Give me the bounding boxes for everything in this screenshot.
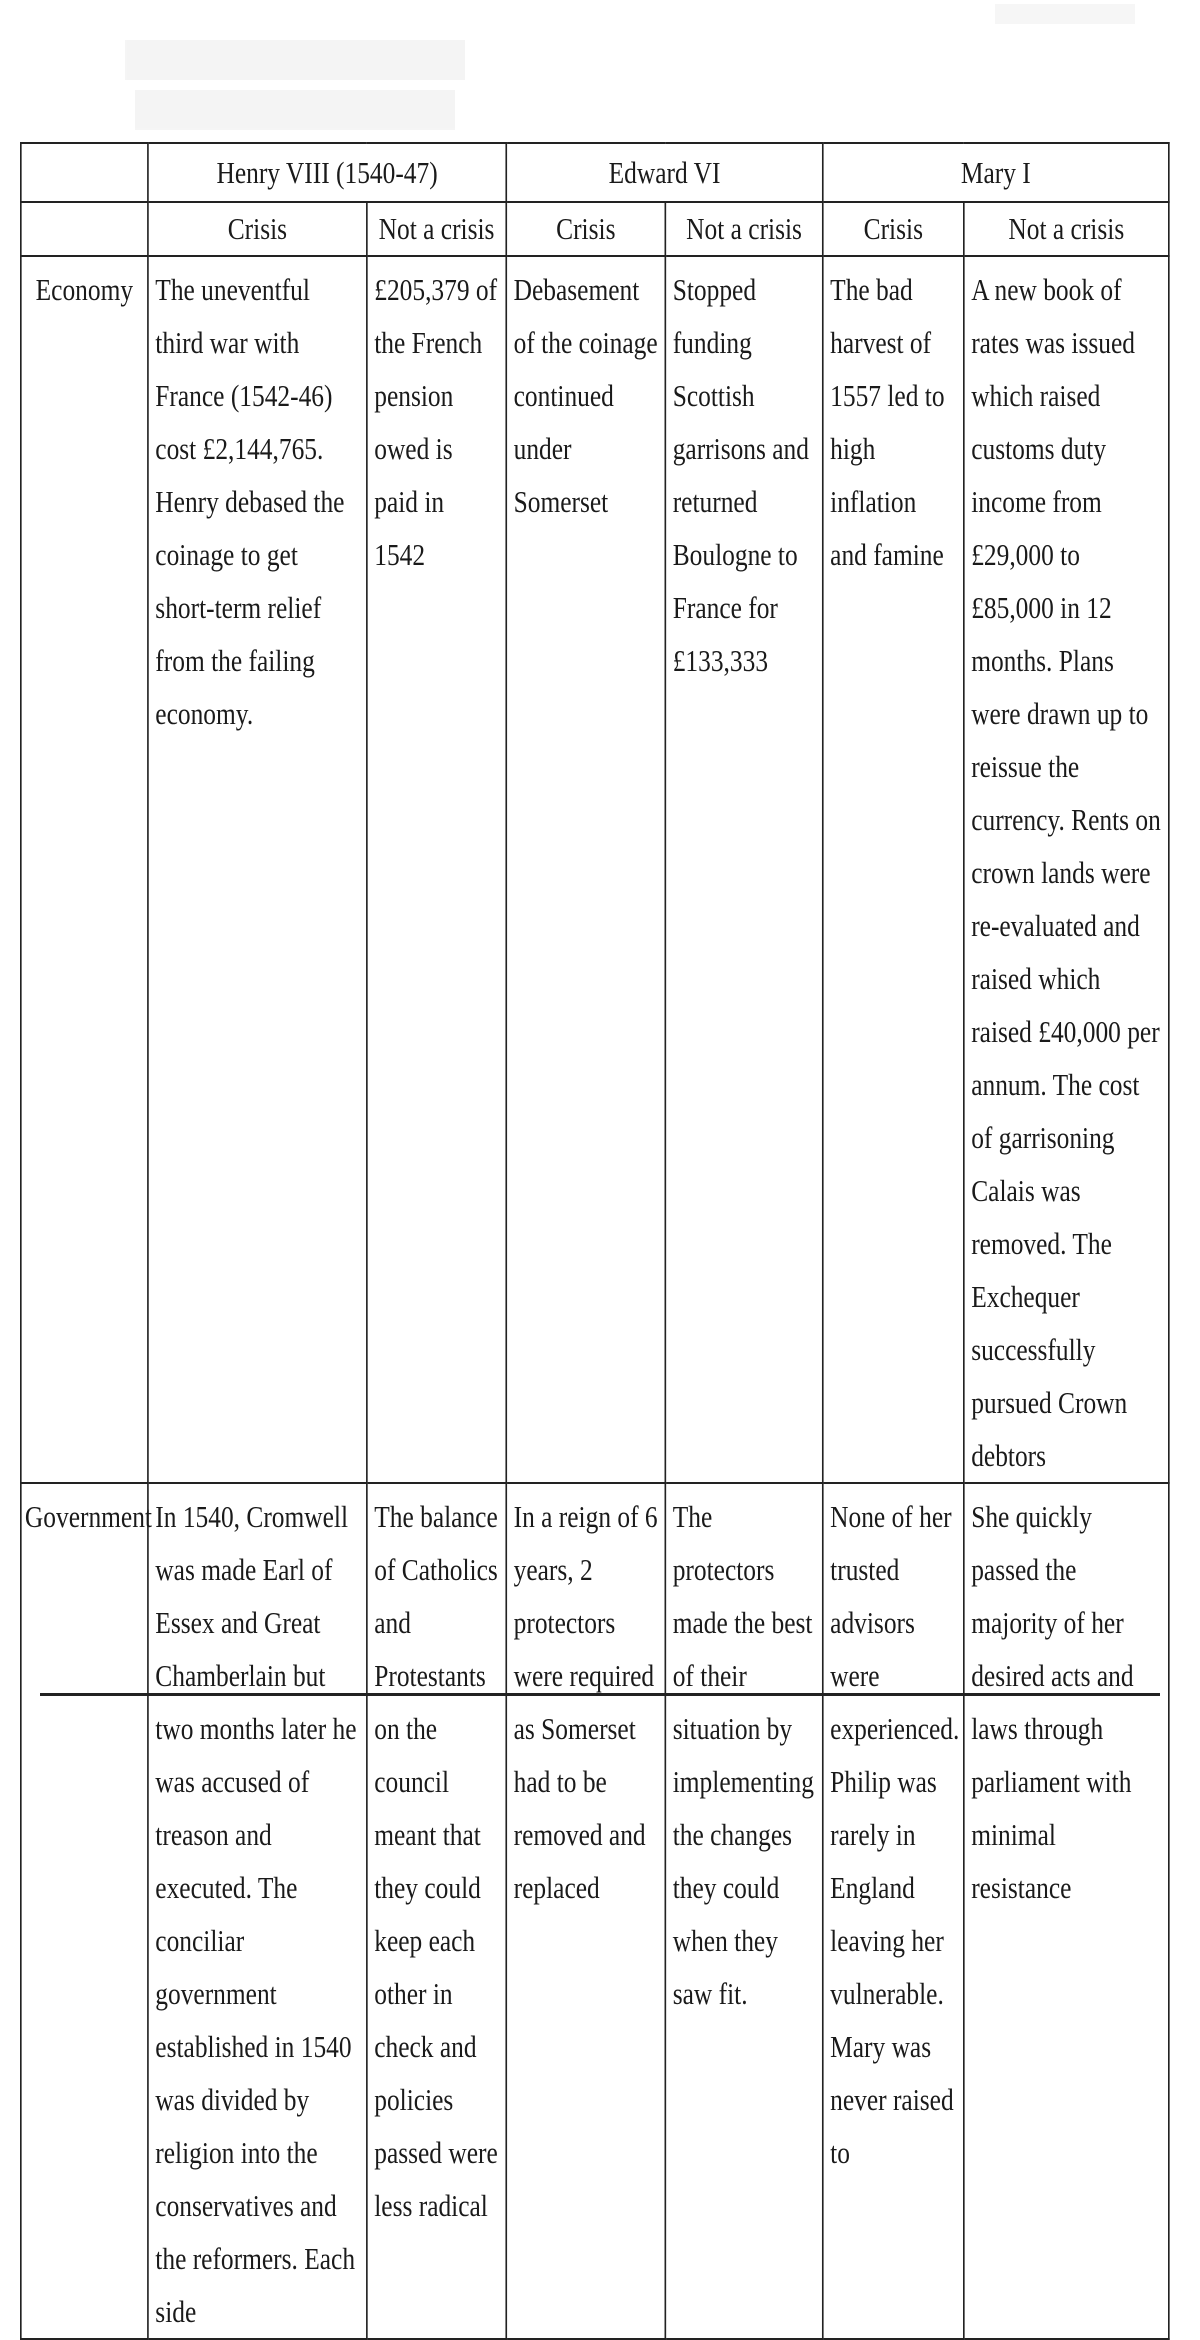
subheader-not-crisis: Not a crisis <box>367 202 506 256</box>
table-cell: Stopped funding Scottish garrisons and returned Boulogne to France for £133,333 <box>665 256 822 1483</box>
bottom-rule <box>40 1693 1160 1696</box>
row-label: Government <box>21 1483 148 2339</box>
table-cell: The bad harvest of 1557 led to high inflation and famine <box>823 256 964 1483</box>
subheader-row <box>21 202 1169 256</box>
corner-cell <box>21 143 148 202</box>
subheader-crisis: Crisis <box>148 202 367 256</box>
table-cell: The protectors made the best of their situation by implementing the changes they could when they saw fit. <box>665 1483 822 2339</box>
subheader-crisis: Crisis <box>506 202 665 256</box>
table-cell: A new book of rates was issued which raised customs duty income from £29,000 to £85,000 in 12 months. Plans were drawn up to reissue the currency. Rents on crown lands were re-evaluated and raised which raised £40,000 per annum. The cost of garrisoning Calais was removed. The Exchequer successfully pursued Crown debtors <box>964 256 1169 1483</box>
reign-header-row <box>21 143 1169 202</box>
comparison-table <box>20 142 1170 2340</box>
table-cell: In 1540, Cromwell was made Earl of Essex and Great Chamberlain but two months later he was accused of treason and executed. The conciliar government established in 1540 was divided by religion into the conservatives and the reformers. Each side <box>148 1483 367 2339</box>
table-cell: The uneventful third war with France (1542-46) cost £2,144,765. Henry debased the coinage to get short-term relief from the failing economy. <box>148 256 367 1483</box>
table-row-government <box>21 1483 1169 2339</box>
reign-header: Henry VIII (1540-47) <box>148 143 506 202</box>
table-row-economy <box>21 256 1169 1483</box>
subheader-not-crisis: Not a crisis <box>665 202 822 256</box>
blurred-header-watermark <box>125 30 485 140</box>
subheader-not-crisis: Not a crisis <box>964 202 1169 256</box>
reign-header: Mary I <box>823 143 1169 202</box>
table-cell: The balance of Catholics and Protestants on the council meant that they could keep each other in check and policies passed were less radical <box>367 1483 506 2339</box>
corner-cell <box>21 202 148 256</box>
subheader-crisis: Crisis <box>823 202 964 256</box>
reign-header: Edward VI <box>506 143 823 202</box>
table-cell: None of her trusted advisors were experienced. Philip was rarely in England leaving her vulnerable. Mary was never raised to <box>823 1483 964 2339</box>
table-cell: She quickly passed the majority of her desired acts and laws through parliament with minimal resistance <box>964 1483 1169 2339</box>
blurred-corner-watermark <box>995 0 1135 28</box>
row-label: Economy <box>21 256 148 1483</box>
table-cell: In a reign of 6 years, 2 protectors were required as Somerset had to be removed and replaced <box>506 1483 665 2339</box>
table-cell: Debasement of the coinage continued under Somerset <box>506 256 665 1483</box>
table-cell: £205,379 of the French pension owed is paid in 1542 <box>367 256 506 1483</box>
